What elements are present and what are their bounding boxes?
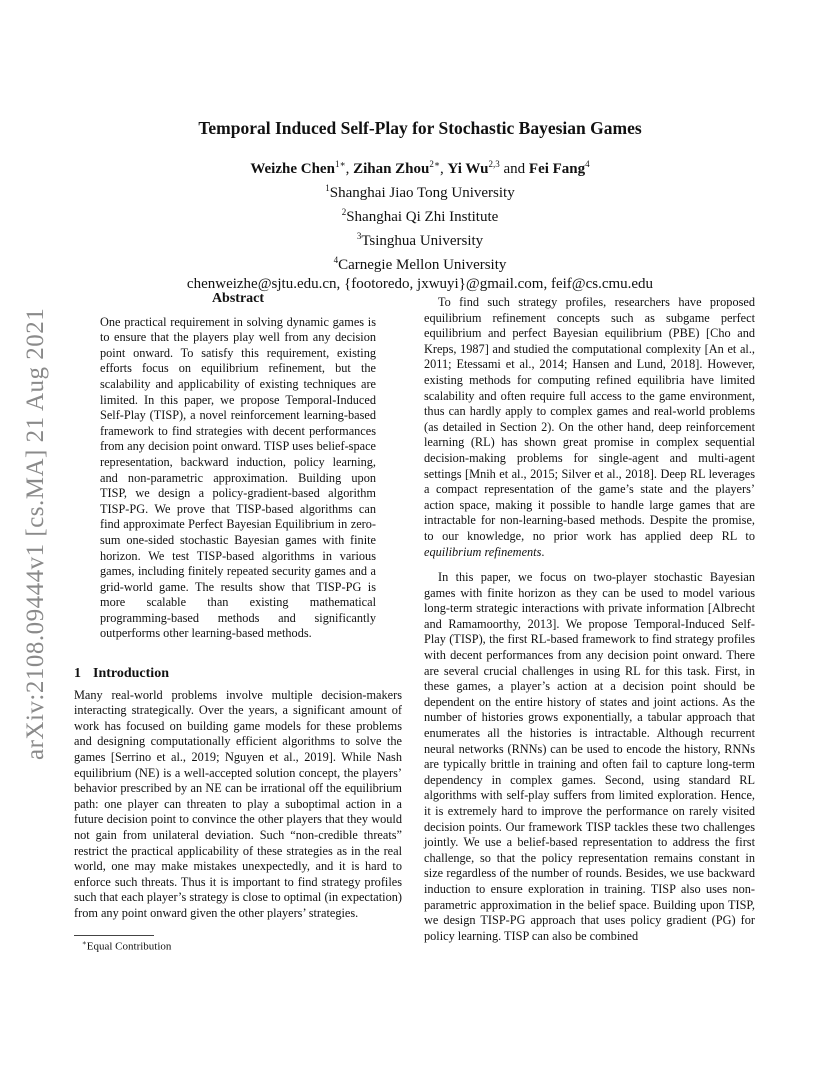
- body-paragraph: [424, 295, 755, 560]
- section-title: Introduction: [93, 666, 169, 682]
- right-column: [424, 295, 755, 944]
- affiliation-sup: 3: [356, 231, 362, 241]
- affiliation: [80, 203, 760, 227]
- author-separator: ,: [439, 161, 444, 177]
- section-heading-introduction: [74, 666, 402, 682]
- affiliation-name: Tsinghua University: [361, 233, 484, 249]
- affiliation-sup: 2: [341, 207, 347, 217]
- author-name: Weizhe Chen: [250, 161, 335, 177]
- paragraph-text: To find such strategy profiles, researchers have proposed equilibrium refinement concepts such as subgame perfect equilibrium and perfect Bayesian equilibrium (PBE) [Cho and Kreps, 1987] and studied the computational complexity [An et al., 2011; Etessami et al., 2014; Hansen and Lund, 2018]. However, existing methods for computing refined equilibria have limited scalability and often require full access to the game environment, thus can hardly apply to complex games and real-world problems (as detailed in Section 2). On the other hand, deep reinforcement learning (RL) has shown great promise in complex sequential decision-making problems for single-agent and multi-agent settings [Mnih et al., 2015; Silver et al., 2018]. Deep RL leverages a compact representation of the game’s state and the players’ action space, making it possible to handle large games that are intractable for non-learning-based methods. Despite the promise, to our knowledge, no prior work has applied deep RL to: [424, 295, 755, 543]
- author-sup: 2,3: [488, 159, 500, 169]
- paragraph-text: .: [541, 544, 545, 559]
- footnote: [82, 939, 171, 953]
- paper-title: Temporal Induced Self-Play for Stochastic Bayesian Games: [198, 118, 642, 138]
- abstract-heading: Abstract: [211, 291, 265, 306]
- affiliation: [80, 179, 760, 203]
- abstract-text: One practical requirement in solving dynamic games is to ensure that the players play well from any decision point onward. To satisfy this requirement, existing efforts focus on equilibrium refinement, but the scalability and applicability of existing techniques are limited. In this paper, we propose Temporal-Induced Self-Play (TISP), a novel reinforcement learning-based framework to find strategies with decent performances from any decision point onward. TISP uses belief-space representation, backward induction, policy learning, and non-parametric approximation. Building upon TISP, we design a policy-gradient-based algorithm TISP-PG. We prove that TISP-based algorithms can find approximate Perfect Bayesian Equilibrium in zero-sum one-sided stochastic Bayesian games with finite horizon. We test TISP-based algorithms in various games, including finitely repeated security games and a grid-world game. The results show that TISP-PG is more scalable than existing mathematical programming-based methods and significantly outperforms other learning-based methods.: [100, 314, 376, 641]
- author-separator: ,: [345, 161, 350, 177]
- affiliation-name: Shanghai Jiao Tong University: [329, 185, 515, 201]
- author-emails: chenweizhe@sjtu.edu.cn, {footoredo, jxwuyi}@gmail.com, feif@cs.cmu.edu: [186, 276, 654, 292]
- intro-paragraph: Many real-world problems involve multiple decision-makers interacting strategically. Over the years, a significant amount of work has focused on building game models for these problems and designing computationally efficient algorithms to solve the games [Serrino et al., 2019; Nguyen et al., 2019]. While Nash equilibrium (NE) is a well-accepted solution concept, the players’ behavior prescribed by an NE can be irrational off the equilibrium path: one player can threaten to play a suboptimal action in a future decision point to convince the other players that they would not gain from unilateral deviation. Such “non-credible threats” restrict the practical applicability of these strategies as in the real world, one may make mistakes unexpectedly, and it is hard to enforce such threats. Thus it is important to find strategy profiles such that each player’s strategy is close to optimal (in expectation) from any point onward given the other players’ strategies.: [74, 687, 402, 920]
- author-name: Fei Fang: [528, 161, 586, 177]
- section-number: 1: [74, 666, 81, 682]
- affiliation-sup: 1: [325, 183, 330, 193]
- author-and: and: [503, 161, 526, 177]
- affiliation: [80, 251, 760, 275]
- title-block: [80, 118, 760, 294]
- author-sup: 4: [585, 159, 590, 169]
- affiliation-sup: 4: [333, 255, 339, 265]
- footnote-rule: [74, 935, 154, 936]
- author-name: Zihan Zhou: [353, 161, 430, 177]
- author-name: Yi Wu: [447, 161, 489, 177]
- affiliation: [80, 227, 760, 251]
- body-paragraph: In this paper, we focus on two-player stochastic Bayesian games with finite horizon as they can be used to model various long-term strategic interactions with private information [Albrecht and Ramamoorthy, 2013]. We propose Temporal-Induced Self-Play (TISP), the first RL-based framework to find strategy profiles with decent performances from any decision point onward. There are several crucial challenges in using RL for this task. First, in these games, a player’s action at a decision point should be dependent on the entire history of states and joint actions. As the number of histories grows exponentially, a tabular approach that enumerates all the histories is intractable. Although recurrent neural networks (RNNs) can be used to encode the history, RNNs are typically brittle in training and often fail to capture long-term dependency in complex games. Second, using standard RL algorithms with self-play suffers from limited exploration. Hence, it is extremely hard to improve the performance on rarely visited decision points. Our framework TISP tackles these two challenges jointly. We use a belief-based representation to address the first challenge, so that the policy representation remains constant in size regardless of the number of rounds. Besides, we use backward induction to ensure exploration in training. TISP also uses non-parametric approximation in the belief space. Building upon TISP, we design TISP-PG approach that uses policy gradient (PG) for policy learning. TISP can also be combined: [424, 570, 755, 943]
- affiliation-name: Carnegie Mellon University: [338, 257, 507, 273]
- author-sup: 1∗: [334, 159, 346, 169]
- footnote-mark: ∗: [82, 939, 87, 947]
- affiliation-name: Shanghai Qi Zhi Institute: [346, 209, 499, 225]
- left-column: [74, 291, 402, 922]
- author-sup: 2∗: [429, 159, 440, 169]
- footnote-text: Equal Contribution: [86, 940, 172, 953]
- author-list: [80, 155, 760, 179]
- emphasis-text: equilibrium refinements: [424, 544, 542, 559]
- arxiv-stamp: arXiv:2108.09444v1 [cs.MA] 21 Aug 2021: [22, 307, 49, 760]
